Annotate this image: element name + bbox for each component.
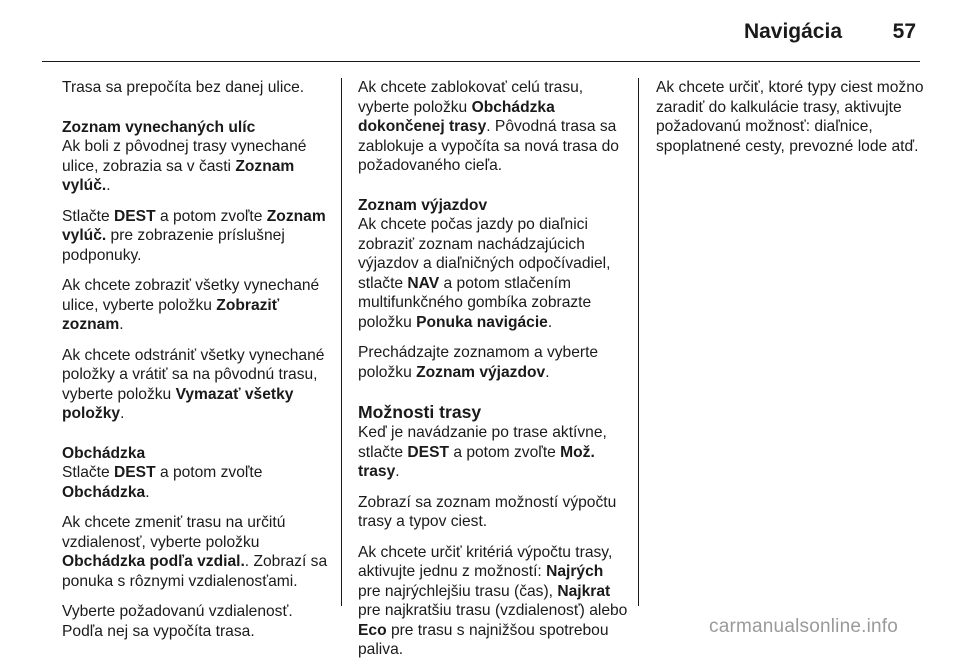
paragraph: Ak chcete počas jazdy po diaľnici zobraziť zoznam nachádzajúcich výjazdov a diaľničných odpočívadiel, stlačte NAV a potom stlačením multifunkčného gombíka zobrazte položku Ponuka navigácie. [358,216,611,331]
subheading-zoznam-vyjazdov: Zoznam výjazdov [358,196,488,214]
paragraph: Keď je navádzanie po trase aktívne, stlačte DEST a potom zvoľte Mož. trasy. [358,424,607,480]
subheading-zoznam-vynechanych-ulic: Zoznam vynechaných ulíc [62,118,256,136]
column-divider-1 [341,78,342,606]
paragraph: Ak chcete zobraziť všetky vynechané ulice, vyberte položku Zobraziť zoznam. [62,277,320,333]
column-1 [62,78,334,652]
paragraph: Zobrazí sa zoznam možností výpočtu trasy a typov ciest. [358,493,617,530]
paragraph: Trasa sa prepočíta bez danej ulice. [62,79,305,96]
section-title: Navigácia [743,20,842,43]
paragraph: Ak boli z pôvodnej trasy vynechané ulice, zobrazia sa v časti Zoznam vylúč.. [62,138,307,194]
paragraph: Ak chcete odstrániť všetky vynechané položky a vrátiť sa na pôvodnú trasu, vyberte položku Vymazať všetky položky. [62,346,325,422]
paragraph: Ak chcete zmeniť trasu na určitú vzdialenosť, vyberte položku Obchádzka podľa vzdial.. Zobrazí sa ponuka s rôznymi vzdialenosťami. [62,514,328,590]
header-divider [42,61,920,62]
paragraph: Vyberte požadovanú vzdialenosť. Podľa nej sa vypočíta trasa. [62,603,293,640]
paragraph: Ak chcete zablokovať celú trasu, vyberte položku Obchádzka dokončenej trasy. Pôvodná trasa sa zablokuje a vypočíta sa nová trasa do požadovaného cieľa. [358,79,619,174]
watermark: carmanualsonline.info [709,616,899,637]
column-3 [656,78,926,167]
paragraph: Stlačte DEST a potom zvoľte Zoznam vylúč. pre zobrazenie príslušnej podponuky. [62,207,326,264]
page-number: 57 [892,20,916,43]
subheading-obchadzka: Obchádzka [62,444,146,462]
paragraph: Prechádzajte zoznamom a vyberte položku Zoznam výjazdov. [358,344,599,381]
paragraph: Ak chcete určiť kritériá výpočtu trasy, aktivujte jednu z možností: Najrých pre najrýchlejšiu trasu (čas), Najkrat pre najkratšiu trasu (vzdialenosť) alebo Eco pre trasu s najnižšou spotrebou paliva. [358,543,628,658]
column-divider-2 [638,78,639,606]
paragraph: Ak chcete určiť, ktoré typy ciest možno zaradiť do kalkulácie trasy, aktivujte požadovanú možnosť: diaľnice, spoplatnené cesty, prevozné lode atď. [656,79,924,155]
heading-moznosti-trasy: Možnosti trasy [358,402,482,422]
page-header [0,0,960,60]
column-2 [358,78,630,671]
paragraph: Stlačte DEST a potom zvoľte Obchádzka. [62,464,263,501]
